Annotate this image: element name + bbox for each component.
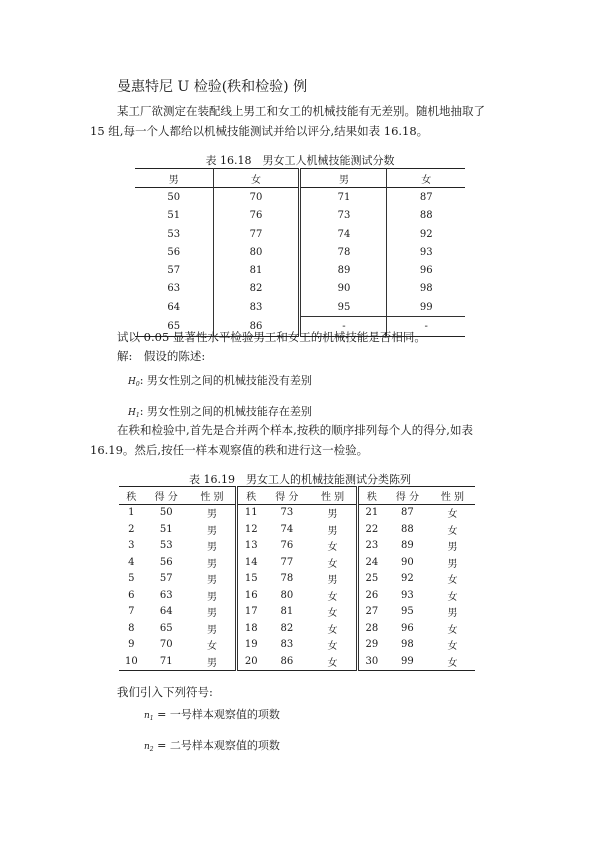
table1-row xyxy=(135,225,465,243)
table1-cell: 74 xyxy=(300,225,387,243)
n2-text: = 二号样本观察值的项数 xyxy=(157,739,280,752)
table2-header-cell: 得 分 xyxy=(275,491,299,503)
table2-header-cell: 秩 xyxy=(126,491,137,503)
table2-cell: 56 xyxy=(159,556,173,568)
table2-cell: 20 xyxy=(244,655,258,667)
table1-row xyxy=(135,207,465,225)
table1-cell: 56 xyxy=(135,243,213,261)
table2 xyxy=(119,486,475,671)
table2-cell: 男 xyxy=(309,504,357,521)
table2-cell: 96 xyxy=(401,622,414,634)
table2-cell: 女 xyxy=(309,554,357,571)
table1-cell: 64 xyxy=(135,298,213,317)
table2-cell: 92 xyxy=(401,573,414,585)
table2-cell: 22 xyxy=(365,523,379,535)
table2-cell: 28 xyxy=(365,622,379,634)
table2-cell: 4 xyxy=(128,556,135,568)
table2-cell: 女 xyxy=(447,575,458,587)
table2-cell: 男 xyxy=(189,604,237,621)
table2-cell: 51 xyxy=(159,523,173,535)
table2-cell: 男 xyxy=(447,608,458,620)
h0-symbol: H xyxy=(128,377,136,387)
table1-row xyxy=(135,261,465,279)
table2-cell: 女 xyxy=(309,637,357,654)
table2-row xyxy=(119,504,475,521)
table2-cell: 23 xyxy=(365,540,379,552)
hypothesis-h0 xyxy=(128,372,312,388)
table2-row xyxy=(119,571,475,588)
n1-subscript: 1 xyxy=(149,715,154,722)
table2-row xyxy=(119,637,475,654)
table2-cell: 89 xyxy=(401,540,414,552)
h0-subscript: 0 xyxy=(135,381,140,388)
table2-cell: 93 xyxy=(401,589,414,601)
table2-cell: 5 xyxy=(128,573,135,585)
table2-cell: 14 xyxy=(244,556,258,568)
n1-text: = 一号样本观察值的项数 xyxy=(157,708,280,721)
h1-symbol: H xyxy=(128,408,136,418)
table2-cell: 11 xyxy=(244,507,258,519)
h1-text: : 男女性别之间的机械技能存在差别 xyxy=(139,405,312,418)
table1-header-cell: 男 xyxy=(300,169,387,188)
symbol-n1 xyxy=(144,706,280,722)
table2-cell: 2 xyxy=(128,523,135,535)
table2-cell: 18 xyxy=(244,622,258,634)
table2-cell: 10 xyxy=(124,655,138,667)
table2-header-cell: 性 别 xyxy=(440,491,465,503)
table1-header-cell: 女 xyxy=(213,169,300,188)
table2-cell: 24 xyxy=(365,556,379,568)
table2-cell: 70 xyxy=(159,639,173,651)
table2-cell: 82 xyxy=(280,622,294,634)
table1-cell: 57 xyxy=(135,261,213,279)
rank-paragraph: 在秩和检验中,首先是合并两个样本,按秩的顺序排列每个人的得分,如表 16.19。然后,按任一样本观察值的秩和进行这一检验。 xyxy=(90,423,473,457)
table1-cell: 76 xyxy=(213,207,300,225)
table2-cell: 7 xyxy=(128,606,135,618)
table1-cell: 65 xyxy=(135,317,213,336)
table1-cell: - xyxy=(300,317,387,336)
table1-cell: 78 xyxy=(300,243,387,261)
table2-cell: 50 xyxy=(159,507,173,519)
table2-cell: 98 xyxy=(401,639,414,651)
table2-row xyxy=(119,587,475,604)
table1-header-cell: 女 xyxy=(421,174,432,186)
table2-cell: 86 xyxy=(280,655,294,667)
table2-cell: 53 xyxy=(159,540,173,552)
table2-header-cell: 得 分 xyxy=(154,491,178,503)
table2-cell: 女 xyxy=(447,657,458,669)
table2-cell: 21 xyxy=(365,507,379,519)
table2-cell: 男 xyxy=(309,521,357,538)
table2-cell: 女 xyxy=(447,509,458,521)
table1-cell: 93 xyxy=(419,246,433,258)
table2-cell: 74 xyxy=(280,523,294,535)
table2-cell: 女 xyxy=(447,641,458,653)
table2-cell: 女 xyxy=(189,637,237,654)
table1-row xyxy=(135,243,465,261)
table2-cell: 87 xyxy=(401,507,414,519)
table1-cell: 89 xyxy=(300,261,387,279)
table1-cell: 71 xyxy=(300,188,387,207)
table2-cell: 19 xyxy=(244,639,258,651)
table2-cell: 13 xyxy=(244,540,258,552)
table1-cell: 80 xyxy=(213,243,300,261)
question-text: 试以 0.05 显著性水平检验男工和女工的机械技能是否相同。 xyxy=(117,330,426,344)
solution-label: 解: 假设的陈述: xyxy=(117,349,206,363)
table2-cell: 6 xyxy=(128,589,135,601)
table2-cell: 男 xyxy=(447,558,458,570)
table1-cell: 81 xyxy=(213,261,300,279)
n2-subscript: 2 xyxy=(149,746,154,753)
table2-header-cell: 性 别 xyxy=(309,487,357,505)
table2-header-cell: 秩 xyxy=(366,491,377,503)
table1-cell: 96 xyxy=(419,265,433,277)
table1-cell: 90 xyxy=(300,280,387,298)
table2-cell: 25 xyxy=(365,573,379,585)
hypothesis-h1 xyxy=(128,403,312,419)
table2-header-row xyxy=(119,487,475,505)
table1-cell: - xyxy=(387,317,465,336)
table2-cell: 83 xyxy=(280,639,294,651)
table2-cell: 男 xyxy=(189,554,237,571)
table1-cell: 53 xyxy=(135,225,213,243)
table1-cell: 82 xyxy=(213,280,300,298)
table2-header-cell: 得 分 xyxy=(395,491,419,503)
table2-cell: 男 xyxy=(189,587,237,604)
table2-cell: 90 xyxy=(401,556,414,568)
table2-cell: 57 xyxy=(159,573,173,585)
table2-cell: 77 xyxy=(280,556,294,568)
table1-caption: 表 16.18 男女工人机械技能测试分数 xyxy=(205,154,395,167)
table2-cell: 男 xyxy=(189,504,237,521)
table2-row xyxy=(119,620,475,637)
table2-cell: 99 xyxy=(401,655,414,667)
table1-row xyxy=(135,188,465,207)
table2-cell: 女 xyxy=(447,591,458,603)
table1-cell: 86 xyxy=(213,317,300,336)
table1-cell: 98 xyxy=(419,283,433,295)
table2-cell: 9 xyxy=(128,639,135,651)
table2-cell: 男 xyxy=(189,571,237,588)
table2-cell: 男 xyxy=(189,653,237,670)
table2-cell: 64 xyxy=(159,606,173,618)
table1-cell: 83 xyxy=(213,298,300,317)
h0-text: : 男女性别之间的机械技能没有差别 xyxy=(139,374,312,387)
table2-cell: 81 xyxy=(280,606,294,618)
table2-cell: 女 xyxy=(309,653,357,670)
table2-cell: 78 xyxy=(280,573,294,585)
table2-cell: 65 xyxy=(159,622,173,634)
table2-cell: 95 xyxy=(401,606,414,618)
table2-row xyxy=(119,604,475,621)
table2-cell: 女 xyxy=(309,538,357,555)
table1-cell: 50 xyxy=(135,188,213,207)
table2-cell: 26 xyxy=(365,589,379,601)
n1-symbol: n xyxy=(144,711,150,721)
table2-cell: 男 xyxy=(189,521,237,538)
table1-header-row xyxy=(135,169,465,188)
table2-cell: 3 xyxy=(128,540,135,552)
table2-cell: 80 xyxy=(280,589,294,601)
table2-row xyxy=(119,653,475,670)
table2-row xyxy=(119,554,475,571)
table2-cell: 73 xyxy=(280,507,294,519)
table2-row xyxy=(119,521,475,538)
table2-cell: 男 xyxy=(309,571,357,588)
table2-cell: 女 xyxy=(309,620,357,637)
table2-cell: 男 xyxy=(447,542,458,554)
table2-caption: 表 16.19 男女工人的机械技能测试分类陈列 xyxy=(189,473,411,486)
symbol-n2 xyxy=(144,737,280,753)
table1-cell: 87 xyxy=(419,191,433,203)
table2-cell: 1 xyxy=(128,507,135,519)
table2-cell: 71 xyxy=(159,655,173,667)
table1 xyxy=(135,168,465,337)
table1-row xyxy=(135,280,465,298)
table1-cell: 95 xyxy=(300,298,387,317)
table2-header-cell: 性 别 xyxy=(189,487,237,505)
table2-cell: 女 xyxy=(309,587,357,604)
table2-cell: 15 xyxy=(244,573,258,585)
table1-cell: 63 xyxy=(135,280,213,298)
table2-cell: 17 xyxy=(244,606,258,618)
table2-cell: 16 xyxy=(244,589,258,601)
symbols-intro: 我们引入下列符号: xyxy=(117,685,213,699)
table2-cell: 女 xyxy=(447,525,458,537)
table1-cell: 51 xyxy=(135,207,213,225)
table1-cell: 88 xyxy=(419,210,433,222)
table1-cell: 70 xyxy=(213,188,300,207)
h1-subscript: 1 xyxy=(135,412,140,419)
table1-cell: 99 xyxy=(419,301,433,313)
table1-cell: 92 xyxy=(419,228,433,240)
table1-header-cell: 男 xyxy=(135,169,213,188)
intro-paragraph: 某工厂欲测定在装配线上男工和女工的机械技能有无差别。随机地抽取了 15 组,每一个人都给以机械技能测试并给以评分,结果如表 16.18。 xyxy=(90,104,485,138)
table2-cell: 女 xyxy=(447,624,458,636)
table2-header-cell: 秩 xyxy=(246,491,257,503)
table1-cell: 73 xyxy=(300,207,387,225)
table2-cell: 8 xyxy=(128,622,135,634)
table2-cell: 63 xyxy=(159,589,173,601)
table2-cell: 30 xyxy=(365,655,379,667)
table2-cell: 男 xyxy=(189,620,237,637)
table2-cell: 27 xyxy=(365,606,379,618)
table2-cell: 29 xyxy=(365,639,379,651)
table2-cell: 女 xyxy=(309,604,357,621)
table2-cell: 男 xyxy=(189,538,237,555)
table1-cell: 77 xyxy=(213,225,300,243)
section-heading: 曼惠特尼 U 检验(秩和检验) 例 xyxy=(117,79,308,95)
table1-row xyxy=(135,298,465,317)
table2-cell: 88 xyxy=(401,523,414,535)
table2-cell: 12 xyxy=(244,523,258,535)
table2-row xyxy=(119,538,475,555)
n2-symbol: n xyxy=(144,742,150,752)
table2-cell: 76 xyxy=(280,540,294,552)
